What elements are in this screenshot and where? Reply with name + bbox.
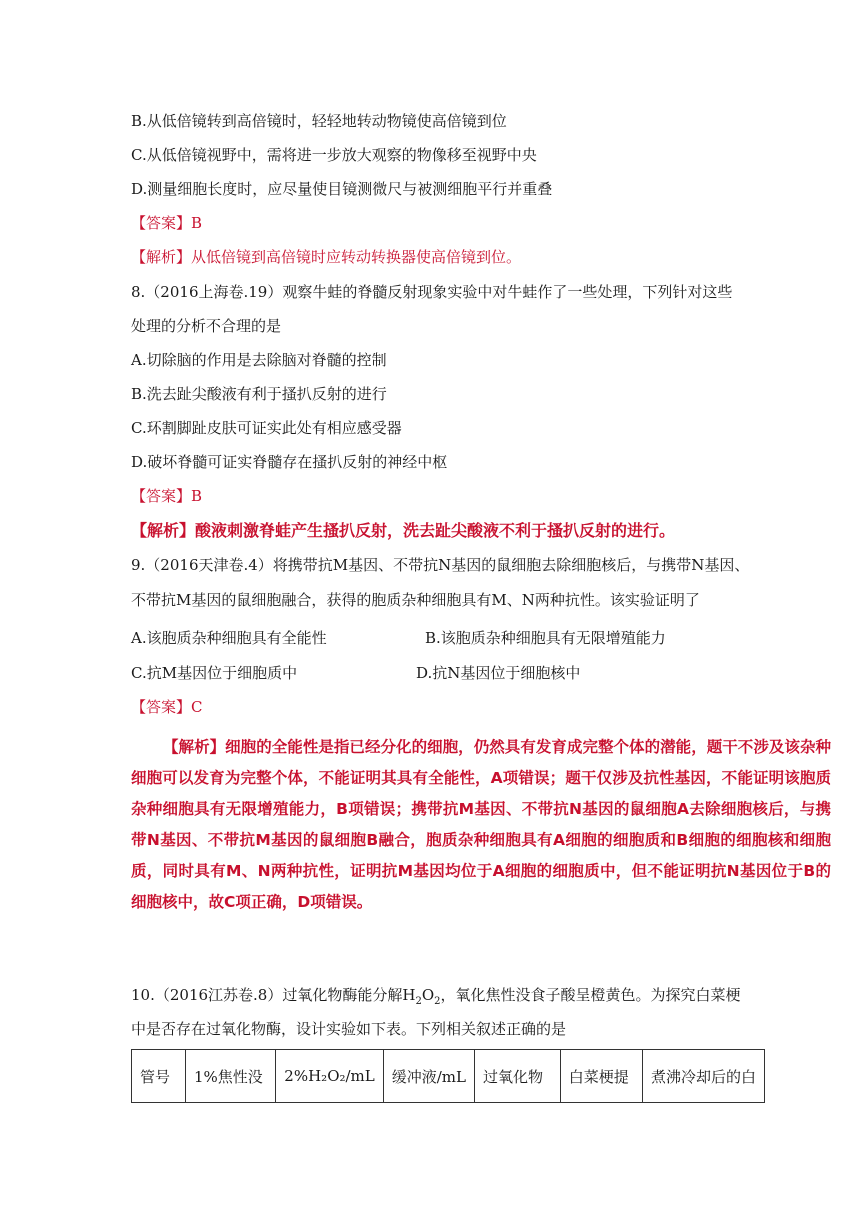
option-b-q7: B.从低倍镜转到高倍镜时，轻轻地转动物镜使高倍镜到位 — [131, 112, 507, 130]
option-c-q7: C.从低倍镜视野中，需将进一步放大观察的物像移至视野中央 — [131, 146, 537, 164]
table-header-cell: 1%焦性没 — [185, 1050, 275, 1103]
option-b-q8: B.洗去趾尖酸液有利于搔扒反射的进行 — [131, 385, 387, 403]
table-header-cell: 缓冲液/mL — [383, 1050, 474, 1103]
table-header-cell: 白菜梗提 — [560, 1050, 642, 1103]
answer-q8: 【答案】B — [131, 487, 203, 505]
option-d-q7: D.测量细胞长度时，应尽量使目镜测微尺与被测细胞平行并重叠 — [131, 180, 553, 198]
answer-q9: 【答案】C — [131, 698, 203, 716]
analysis-q7: 【解析】从低倍镜到高倍镜时应转动转换器使高倍镜到位。 — [131, 248, 522, 266]
option-a-q8: A.切除脑的作用是去除脑对脊髓的控制 — [131, 351, 387, 369]
analysis-q8: 【解析】酸液刺激脊蛙产生搔扒反射，洗去趾尖酸液不利于搔扒反射的进行。 — [131, 521, 676, 540]
table-header-cell: 煮沸冷却后的白 — [642, 1050, 764, 1103]
option-c-q8: C.环割脚趾皮肤可证实此处有相应感受器 — [131, 419, 402, 437]
q10-sub-b: 2 — [434, 996, 441, 1007]
experiment-table — [131, 1049, 765, 1103]
table-header-cell: 2%H₂O₂/mL — [276, 1050, 383, 1103]
analysis-q9: 【解析】细胞的全能性是指已经分化的细胞，仍然具有发育成完整个体的潜能，题干不涉及该杂种细胞可以发育为完整个体，不能证明其具有全能性，A项错误；题干仅涉及抗性基因，不能证明该胞质杂种细胞具有无限增殖能力，B项错误；携带抗M基因、不带抗N基因的鼠细胞A去除细胞核后，与携带N基因、不带抗M基因的鼠细胞B融合，胞质杂种细胞具有A细胞的细胞质和B细胞的细胞核和细胞质，同时具有M、N两种抗性，证明抗M基因均位于A细胞的细胞质中，但不能证明抗N基因位于B的细胞核中，故C项正确，D项错误。 — [131, 738, 831, 911]
question-8-line2: 处理的分析不合理的是 — [131, 317, 282, 335]
question-9-line1: 9.（2016天津卷.4）将携带抗M基因、不带抗N基因的鼠细胞去除细胞核后，与携带N基因、 — [131, 556, 750, 574]
q10-text-b: O — [421, 986, 435, 1004]
question-9-line2: 不带抗M基因的鼠细胞融合，获得的胞质杂种细胞具有M、N两种抗性。该实验证明了 — [131, 591, 700, 609]
q10-sub-a: 2 — [415, 996, 422, 1007]
option-a-q9: A.该胞质杂种细胞具有全能性 — [131, 629, 327, 647]
option-d-q8: D.破坏脊髓可证实脊髓存在搔扒反射的神经中枢 — [131, 453, 448, 471]
question-10-line1 — [131, 985, 741, 1012]
option-c-q9: C.抗M基因位于细胞质中 — [131, 664, 298, 682]
table-header-cell: 过氧化物 — [475, 1050, 561, 1103]
answer-q7: 【答案】B — [131, 214, 203, 232]
option-d-q9: D.抗N基因位于细胞核中 — [416, 664, 581, 682]
question-8-line1: 8.（2016上海卷.19）观察牛蛙的脊髓反射现象实验中对牛蛙作了一些处理，下列针对这些 — [131, 283, 733, 301]
table-header-cell: 管号 — [132, 1050, 186, 1103]
option-b-q9: B.该胞质杂种细胞具有无限增殖能力 — [425, 629, 666, 647]
table-header-row — [132, 1050, 765, 1103]
question-10-line2: 中是否存在过氧化物酶，设计实验如下表。下列相关叙述正确的是 — [131, 1020, 567, 1038]
q10-text-c: ，氧化焦性没食子酸呈橙黄色。为探究白菜梗 — [440, 986, 741, 1004]
q10-text-a: 10.（2016江苏卷.8）过氧化物酶能分解H — [131, 986, 416, 1004]
